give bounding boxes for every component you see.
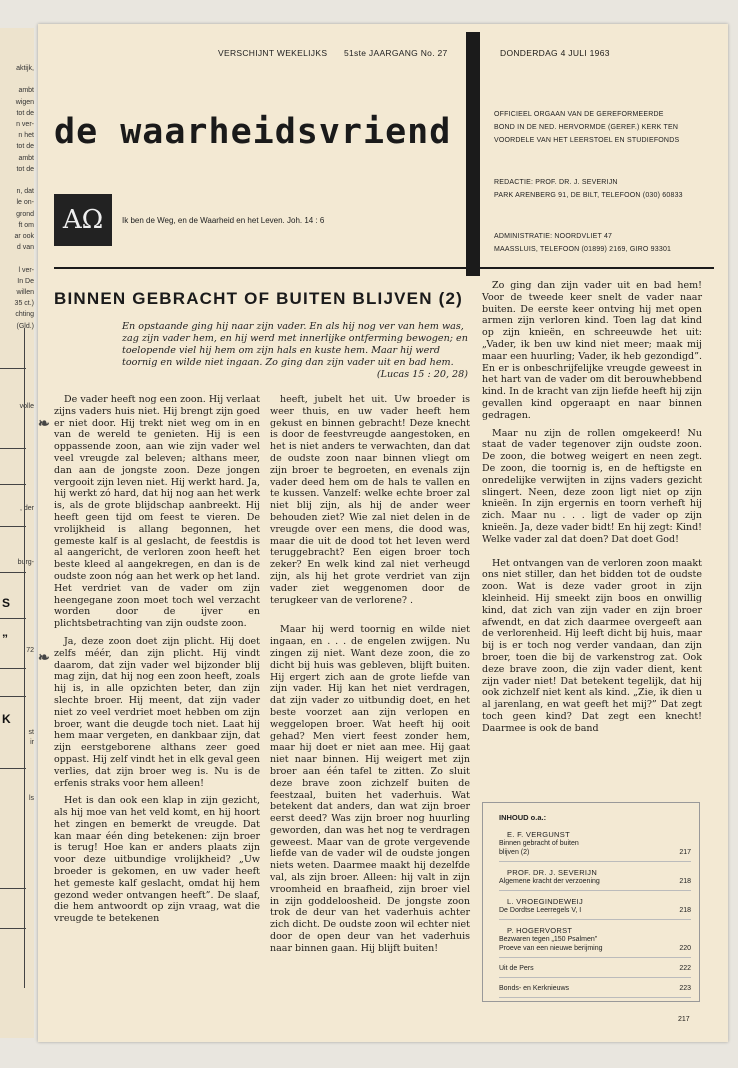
toc-item-title: blijven (2) — [499, 849, 530, 856]
prev-page-rule — [0, 618, 26, 619]
paragraph: Het ontvangen van de verloren zoon maakt ons niet stiller, dan het bidden tot de oudste zoon. Wat is deze vader groot in zijn kleinheid. Hij smeekt zijn boos en onwillig kind, dat zich van zijn vader en zijn broer afwendt, en dat zich daarmee overgeeft aan de verlorenheid. Hij leeft dicht bij huis, maar bij is er toch nog verder vandaan, dan zijn broer, toen die bij de varkenstrog zat. Ook deze brave zoon, die zijn vader dient, kent zijn vader niet! Dat betekent tegelijk, dat hij ook zichzelf niet kent als kind. „Zie, ik dien u al jarenlang, en wat geeft het mij?” Dat zegt toch geen kind? Dat zegt een knecht! Daarmee is ook de band — [482, 557, 702, 734]
frequency: VERSCHIJNT WEKELIJKS — [218, 48, 328, 58]
prev-page-fragment: ft om — [18, 221, 34, 229]
toc-author: L. VROEGINDEWEIJ — [507, 897, 584, 906]
prev-page-fragment: ambt — [18, 87, 34, 95]
margin-mark: ❧ — [38, 416, 50, 432]
toc-author: E. F. VERGUNST — [507, 830, 570, 839]
toc-entry — [499, 868, 691, 891]
prev-page-fragment: 35 ct.) — [14, 300, 34, 308]
prev-page-fragment: tot de — [16, 109, 34, 117]
prev-page-rule — [0, 368, 26, 369]
toc-item-title: Uit de Pers — [499, 965, 534, 972]
prev-page-fragment: ls — [28, 795, 34, 802]
paragraph: Ja, deze zoon doet zijn plicht. Hij doet zelfs méér, dan zijn plicht. Hij vindt daarom, dat zijn vader wel bijzonder blij mag zijn, dat hij nog een zoon heeft, zoals hij is, in alle opzichten beter, dan zijn slechte broer. Hij meent, dat zijn vader niet zo veel verdriet moet hebben om zijn broer, want die deugde toch niet. Laat hij hem maar vergeten, en dankbaar zijn, dat zijn eerstgeborene althans zeer goed oppast. Hij zelf vindt het in elk geval geen verlies, dat zijn broer weg is. Nu is de erfenis straks voor hem alleen! — [54, 635, 260, 789]
toc-item-title: Algemene kracht der verzoening — [499, 878, 600, 885]
prev-page-fragment: , der — [19, 505, 34, 512]
toc-item-title: Binnen gebracht of buiten — [499, 840, 579, 847]
prev-page-rule — [0, 448, 26, 449]
toc-line — [499, 839, 691, 848]
paragraph: Zo ging dan zijn vader uit en bad hem! Voor de tweede keer snelt de vader naar buiten. De eerste keer ontving hij met open armen zijn verloren kind. Toen lag dat kind op zijn knieën, en schreeuwde het uit: „Vader, ik ben uw kind niet meer; maak mij maar een huurling; Vader, ik heb gezondigd”. En er is onbeschrijfelijke vreugde geweest in het hart van de vader om dit berouwhebbend kind. In de kracht van zijn liefde heeft hij zijn gevallen kind opgeraapt en naar binnen gedragen. — [482, 280, 702, 421]
prev-page-fragment: tot de — [16, 165, 34, 173]
editorial-line: REDACTIE: PROF. DR. J. SEVERIJN — [494, 179, 618, 186]
prev-page-fragment: 72 — [26, 647, 34, 654]
toc-item-page: 220 — [679, 945, 691, 952]
toc-item-page: 217 — [679, 849, 691, 856]
prev-page-fragment: ambt — [18, 154, 34, 162]
toc-item-page: 218 — [679, 907, 691, 914]
article-column-2 — [270, 394, 470, 961]
margin-mark: ❧ — [38, 650, 50, 666]
prev-page-rule — [0, 888, 26, 889]
prev-page-fragment: aktijk, — [16, 65, 34, 72]
prev-page-fragment: le on- — [16, 199, 34, 207]
toc-line — [499, 877, 691, 886]
prev-page-border — [24, 328, 25, 988]
motto: Ik ben de Weg, en de Waarheid en het Leven. Joh. 14 : 6 — [122, 216, 325, 225]
prev-page-fragment: S — [2, 596, 11, 610]
administration-info — [494, 230, 671, 256]
prev-page-rule — [0, 768, 26, 769]
admin-line: ADMINISTRATIE: NOORDVLIET 47 — [494, 233, 613, 240]
organ-line: VOORDELE VAN HET LEERSTOEL EN STUDIEFONDS — [494, 137, 680, 144]
scripture-quote — [122, 321, 468, 381]
toc-line — [499, 984, 691, 993]
toc-item-title: Bezwaren tegen „150 Psalmen” — [499, 936, 598, 943]
prev-page-rule — [0, 696, 26, 697]
toc-title: INHOUD o.a.: — [499, 813, 547, 822]
prev-page-fragment: st — [28, 729, 34, 736]
paragraph: De vader heeft nog een zoon. Hij verlaat zijns vaders huis niet. Hij brengt zijn goed er niet door. Hij trekt niet weg om in en van de wereld te genieten. Hij is een oppassende zoon, aan wie zijn vader wel veel vreugde zal beleven; althans meer, dan aan de jongste zoon. Deze jongen vergooit zijn leven niet. Hij werkt hard. Ja, hij werkt zó hard, dat hij nog aan het werk is, als de grote blijdschap aanbreekt. Hij heeft geen tijd om feest te vieren. De vrolijkheid is allang begonnen, het gemeste kalf is al geslacht, de feestdis is al aangericht, de verloren zoon heeft het beste kleed al aangekregen, en dan is de oudste zoon nóg aan het werk op het land. Het verdriet van de vader om zijn heengegane zoon moet toch wel verzacht worden door de ijver en plichtsbetrachting van zijn oudste zoon. — [54, 394, 260, 630]
prev-page-fragment: chting — [15, 311, 34, 319]
toc-author: PROF. DR. J. SEVERIJN — [507, 868, 598, 877]
toc-entry — [499, 897, 691, 920]
toc-line — [499, 935, 691, 944]
prev-page-fragment: grond — [16, 210, 34, 218]
organ-line: OFFICIEEL ORGAAN VAN DE GEREFORMEERDE — [494, 111, 664, 118]
prev-page-fragment: volle — [19, 403, 34, 410]
toc-line — [499, 964, 691, 973]
masthead-rule — [54, 267, 714, 269]
alpha-omega-logo: AΩ — [54, 194, 112, 246]
prev-page-rule — [0, 572, 26, 573]
toc-entry — [499, 926, 691, 958]
article-headline: BINNEN GEBRACHT OF BUITEN BLIJVEN (2) — [54, 289, 463, 308]
editorial-info — [494, 176, 683, 202]
paragraph: heeft, jubelt het uit. Uw broeder is weer thuis, en uw vader heeft hem gekust en binnen gebracht! Deze knecht is door de feestvreugde aangestoken, en het is niet anders te verwachten, dan dat de oudste zoon naar binnen vliegt om zijn broer te begroeten, en evenals zijn vader deed hem om de hals te vallen en te kussen. Vanzelf: welke echte broer zal niet blij zijn, als hij de ander weer behouden ziet? Wie zal niet delen in de vreugde over een mens, die dood was, maar die uit de dood tot het leven werd teruggebracht? Een eigen broer toch zeker? En welk kind zal niet verheugd zijn, als hij het grote verdriet van zijn vader ziet weggenomen door de terugkeer van de verlorene? . — [270, 394, 470, 606]
prev-page-fragment: ” — [2, 632, 8, 646]
admin-line: MAASSLUIS, TELEFOON (01899) 2169, GIRO 93301 — [494, 246, 672, 253]
page-number: 217 — [678, 1016, 690, 1023]
toc-item-page: 218 — [679, 878, 691, 885]
prev-page-fragment: wigen — [15, 98, 34, 106]
prev-page-fragment: ar ook — [14, 233, 34, 240]
prev-page-rule — [0, 668, 26, 669]
prev-page-rule — [0, 928, 26, 929]
article-column-1 — [54, 394, 260, 931]
masthead-top-line — [218, 48, 462, 58]
prev-page-fragment: burg- — [17, 559, 34, 566]
prev-page-fragment: (Gld.) — [16, 322, 34, 330]
organ-line: BOND IN DE NED. HERVORMDE (GEREF.) KERK TEN — [494, 124, 679, 131]
toc-item-title: De Dordtse Leerregels V, I — [499, 907, 582, 914]
newspaper-page — [38, 24, 728, 1042]
toc-item-page: 222 — [679, 965, 691, 972]
toc-entry — [499, 984, 691, 998]
paragraph: Het is dan ook een klap in zijn gezicht, als hij moe van het veld komt, en hij hoort het zingen en bemerkt de vreugde. Dat kan maar één ding betekenen: zijn broer is terug! Hoe kan er anders plaats zijn voor deze uitbundige vrolijkheid? „Uw broeder is gekomen, en uw vader heeft het gemeste kalf geslacht, omdat hij hem gezond weder ontvangen heeft”. De slaaf, die hem antwoordt op zijn vraag, wat die vreugde te betekenen — [54, 795, 260, 925]
table-of-contents — [482, 802, 700, 1002]
prev-page-fragment: n het — [18, 132, 34, 140]
previous-page-strip — [0, 28, 34, 1038]
toc-author: P. HOGERVORST — [507, 926, 573, 935]
toc-item-page: 223 — [679, 985, 691, 992]
masthead-divider-bar — [466, 32, 480, 276]
volume-number: 51ste JAARGANG No. 27 — [343, 48, 448, 58]
toc-entry — [499, 964, 691, 978]
prev-page-fragment: willen — [16, 289, 34, 296]
toc-entry — [499, 830, 691, 862]
prev-page-fragment: n ver- — [16, 121, 34, 128]
paragraph: Maar nu zijn de rollen omgekeerd! Nu staat de vader tegenover zijn oudste zoon. De zoon, die botweg weigert en neen zegt. De zoon, die toornig is, en de heftigste en onredelijke verwijten in zijns vaders gezicht slingert. Neen, deze zoon ligt niet op zijn knieën. In zijn ergernis en toorn verheft hij zich. Maar nu . . . ligt de vader op zijn knieën. Ja, deze vader bidt! En hij zegt: Kind! Welke vader zal dat doen? Dat doet God! — [482, 427, 702, 545]
prev-page-fragment: n, dat — [16, 188, 34, 196]
prev-page-rule — [0, 526, 26, 527]
paragraph: Maar hij werd toornig en wilde niet ingaan, en . . . de engelen zwijgen. Nu zingen zij niet. Want deze zoon, die zo dicht bij huis was gebleven, blijft buiten. Hij ergert zich aan de grote liefde van zijn vader. Hij kan het niet verdragen, dat zijn vader zo uitbundig doet, en het beste voorzet aan zijn verlopen en weggelopen broer. Wat heeft hij ooit gehad? Men viert feest zonder hem, maar hij doet er niet aan mee. Hij gaat niet naar binnen. Hij weigert met zijn broer aan één tafel te zitten. Zo sluit deze brave zoon zichzelf buiten de feestzaal, buiten het vaderhuis. Wat betekent dat anders, dan wat zijn broer eerst deed? Was zijn broer nog huurling geworden, dan was het nog te verdragen geweest. Maar van de grote vergevende liefde van de vader wil de oudste jongen niets weten. Daarmee maakt hij dezelfde val, als zijn broer. Alleen: hij valt in zijn vroomheid en braafheid, zijn broer viel in zijn goddeloosheid. De jongste zoon trok de deur van het vaderhuis achter zich dicht. De oudste zoon wil echter niet door de open deur van het vaderhuis naar binnen gaan. Hij blijft buiten! — [270, 624, 470, 954]
prev-page-fragment: l ver- — [18, 266, 34, 274]
organ-info — [494, 108, 679, 147]
toc-line — [499, 944, 691, 953]
prev-page-fragment: d van — [16, 244, 34, 252]
quote-text: En opstaande ging hij naar zijn vader. En als hij nog ver van hem was, zag zijn vader hem, en hij werd met innerlijke ontferming bewogen; en toelopende viel hij hem om zijn hals en kuste hem. Maar hij werd toornig en wilde niet ingaan. Zo ging dan zijn vader uit en bad hem. — [122, 321, 468, 368]
editorial-line: PARK ARENBERG 91, DE BILT, TELEFOON (030) 60833 — [494, 192, 683, 199]
prev-page-rule — [0, 484, 26, 485]
prev-page-fragment: ir — [30, 739, 34, 746]
toc-line — [499, 906, 691, 915]
toc-item-title: Bonds- en Kerknieuws — [499, 985, 570, 992]
prev-page-fragment: tot de — [16, 143, 34, 151]
publication-title: de waarheidsvriend — [54, 112, 452, 152]
toc-item-title: Proeve van een nieuwe berijming — [499, 945, 603, 952]
issue-date: DONDERDAG 4 JULI 1963 — [500, 48, 610, 58]
toc-line — [499, 848, 691, 857]
prev-page-fragment: K — [2, 712, 11, 726]
prev-page-fragment: In De — [17, 277, 34, 285]
quote-reference: (Lucas 15 : 20, 28) — [376, 369, 468, 380]
article-column-3 — [482, 280, 702, 740]
